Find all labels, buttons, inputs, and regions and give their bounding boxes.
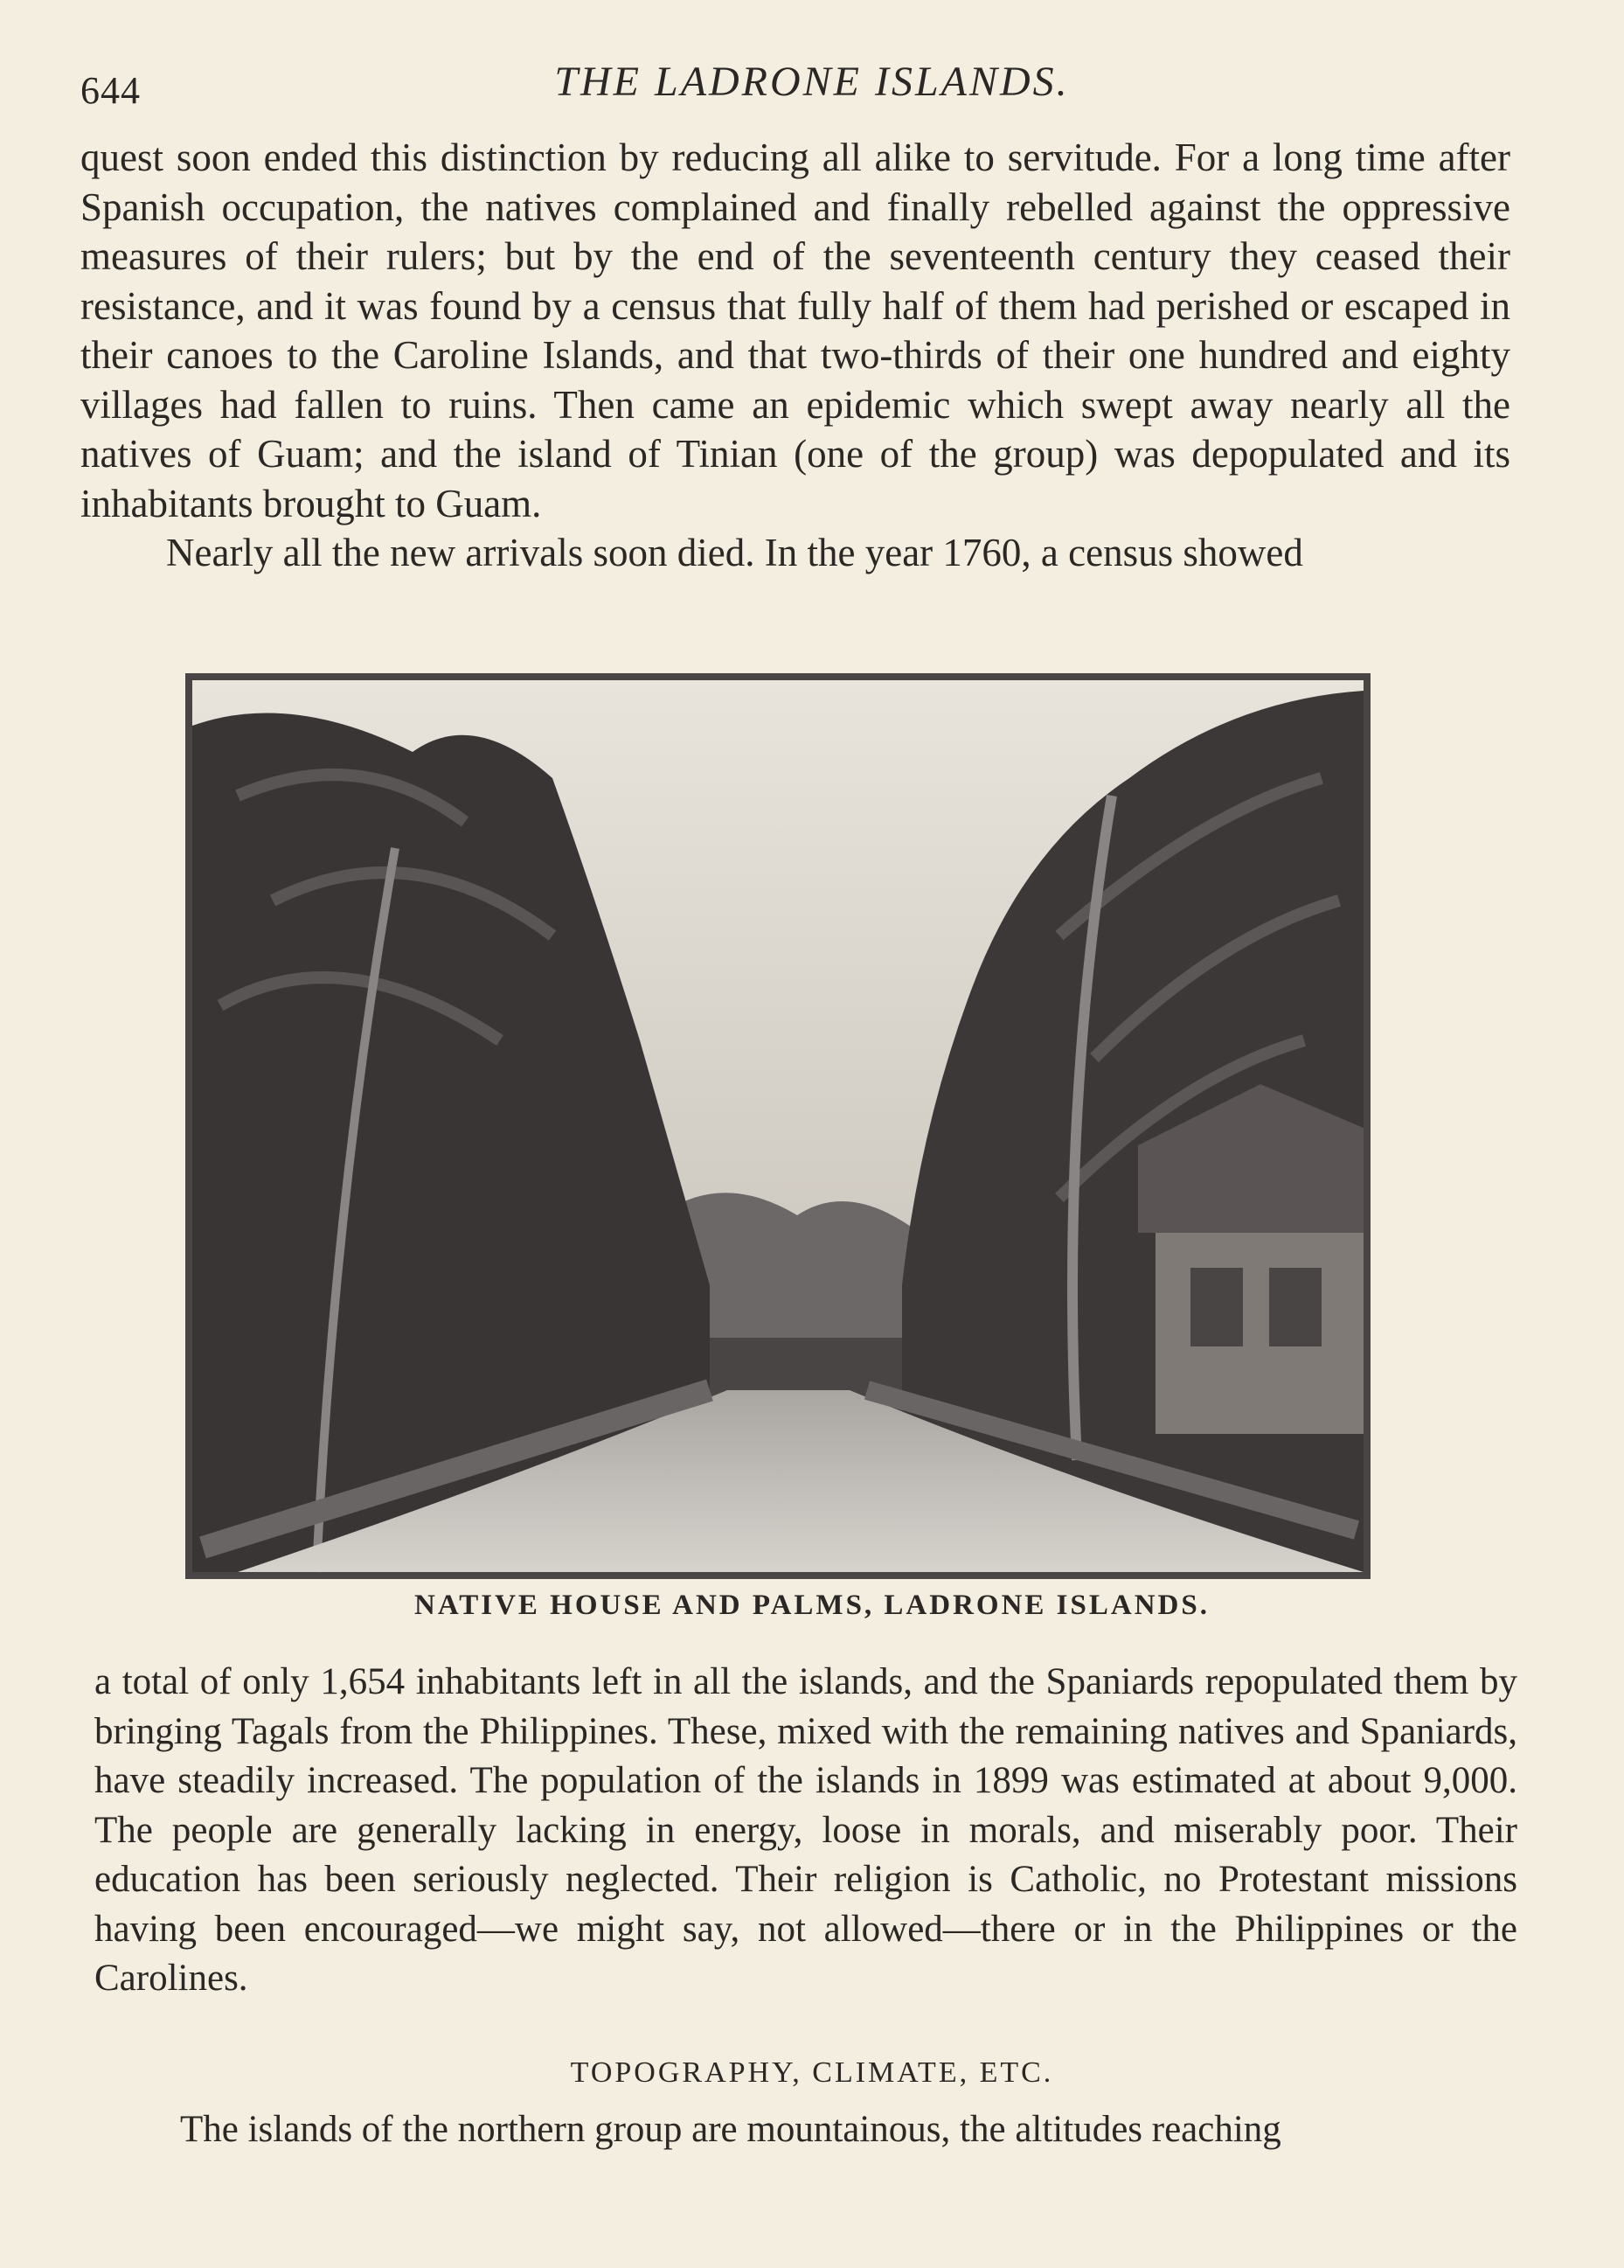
text-block-top bbox=[80, 133, 1510, 578]
paragraph: Nearly all the new arrivals soon died. In the year 1760, a census showed bbox=[166, 531, 1303, 574]
photograph-figure bbox=[185, 673, 1371, 1579]
page-number: 644 bbox=[80, 69, 141, 112]
section-heading: TOPOGRAPHY, CLIMATE, ETC. bbox=[570, 2056, 1054, 2089]
photograph-native-house-and-palms bbox=[185, 673, 1371, 1579]
text-block-bottom bbox=[94, 2105, 1517, 2155]
paragraph: a total of only 1,654 inhabitants left in all the islands, and the Spaniards repopulated them by bringing Tagals from the Philippines. These, mixed with the remaining natives and Spaniards, have steadily increased. The population of the islands in 1899 was estimated at about 9,000. The people are generally lacking in energy, loose in morals, and miserably poor. Their education has been seriously neglected. Their religion is Catholic, no Protestant missions having been encouraged—we might say, not allowed—there or in the Philippines or the Carolines. bbox=[94, 1661, 1517, 1999]
text-block-middle bbox=[94, 1658, 1517, 2004]
figure-caption: NATIVE HOUSE AND PALMS, LADRONE ISLANDS. bbox=[414, 1590, 1210, 1621]
paragraph: quest soon ended this distinction by reducing all alike to servitude. For a long time after Spanish occupation, the natives complained and finally rebelled against the oppressive measures of their rulers; but by the end of the seventeenth century they ceased their resistance, and it was found by a census that fully half of them had perished or escaped in their canoes to the Caroline Islands, and that two-thirds of their one hundred and eighty villages had fallen to ruins. Then came an epidemic which swept away nearly all the natives of Guam; and the island of Tinian (one of the group) was depopulated and its inhabitants brought to Guam. bbox=[80, 136, 1510, 525]
running-title: THE LADRONE ISLANDS. bbox=[554, 59, 1070, 105]
paragraph: The islands of the northern group are mountainous, the altitudes reaching bbox=[180, 2109, 1281, 2150]
